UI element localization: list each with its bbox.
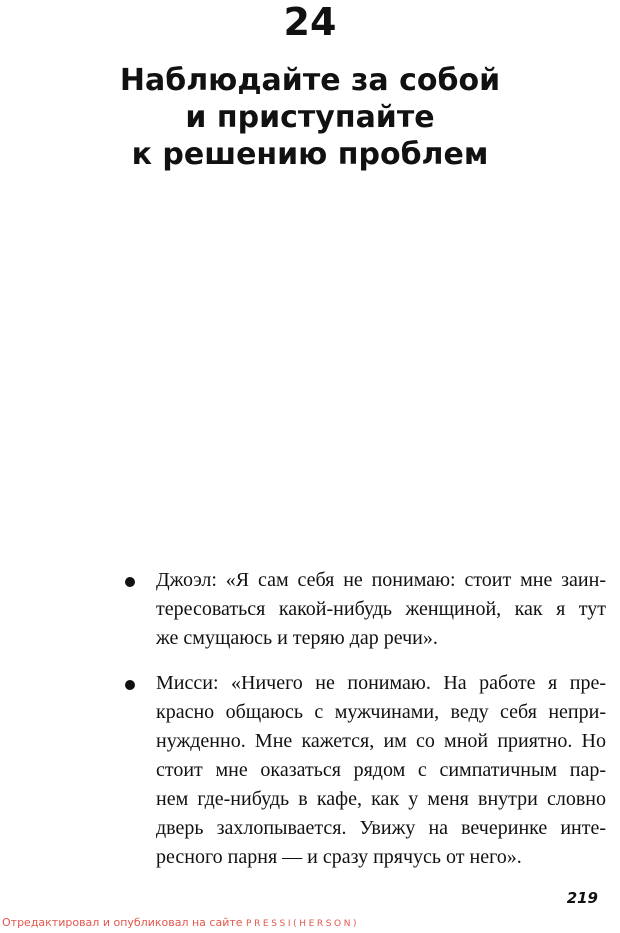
bullet-text-line: тересоваться какой-нибудь женщиной, как я тут: [156, 598, 606, 620]
bullet-text-line: дверь захлопывается. Увижу на вечеринке инте-: [156, 817, 606, 839]
bullet-dot-icon: [125, 680, 135, 690]
watermark: [2, 916, 359, 931]
bullet-dot-icon: [125, 577, 135, 587]
bullet-text-line: красно общаюсь с мужчинами, веду себя непри-: [156, 701, 606, 723]
chapter-title-line: к решению проблем: [131, 137, 489, 172]
chapter-title-line: Наблюдайте за собой: [119, 63, 501, 98]
chapter-title: [20, 62, 600, 173]
chapter-number: 24: [283, 0, 337, 44]
bullet-text-line: Мисси: «Ничего не понимаю. На работе я пре-: [156, 672, 606, 694]
bullet-item-missy: [116, 669, 606, 872]
bullet-item-joel: [116, 566, 606, 653]
bullet-text-line: стоит мне оказаться рядом с симпатичным пар-: [156, 759, 606, 781]
bullet-text-line: ресного парня — и сразу прячусь от него».: [156, 846, 522, 868]
watermark-site: PRESSI(HERSON): [246, 919, 360, 929]
bullet-text-line: нем где-нибудь в кафе, как у меня внутри словно: [156, 788, 606, 810]
bullet-text-line: же смущаюсь и теряю дар речи».: [156, 627, 438, 649]
page-number: 219: [566, 889, 598, 907]
bullet-text-line: Джоэл: «Я сам себя не понимаю: стоит мне заин-: [156, 569, 606, 591]
bullet-list: [116, 566, 606, 888]
chapter-title-line: и приступайте: [185, 100, 435, 135]
watermark-prefix: Отредактировал и опубликовал на сайте: [2, 916, 243, 929]
bullet-text-line: нужденно. Мне кажется, им со мной приятно. Но: [156, 730, 606, 752]
